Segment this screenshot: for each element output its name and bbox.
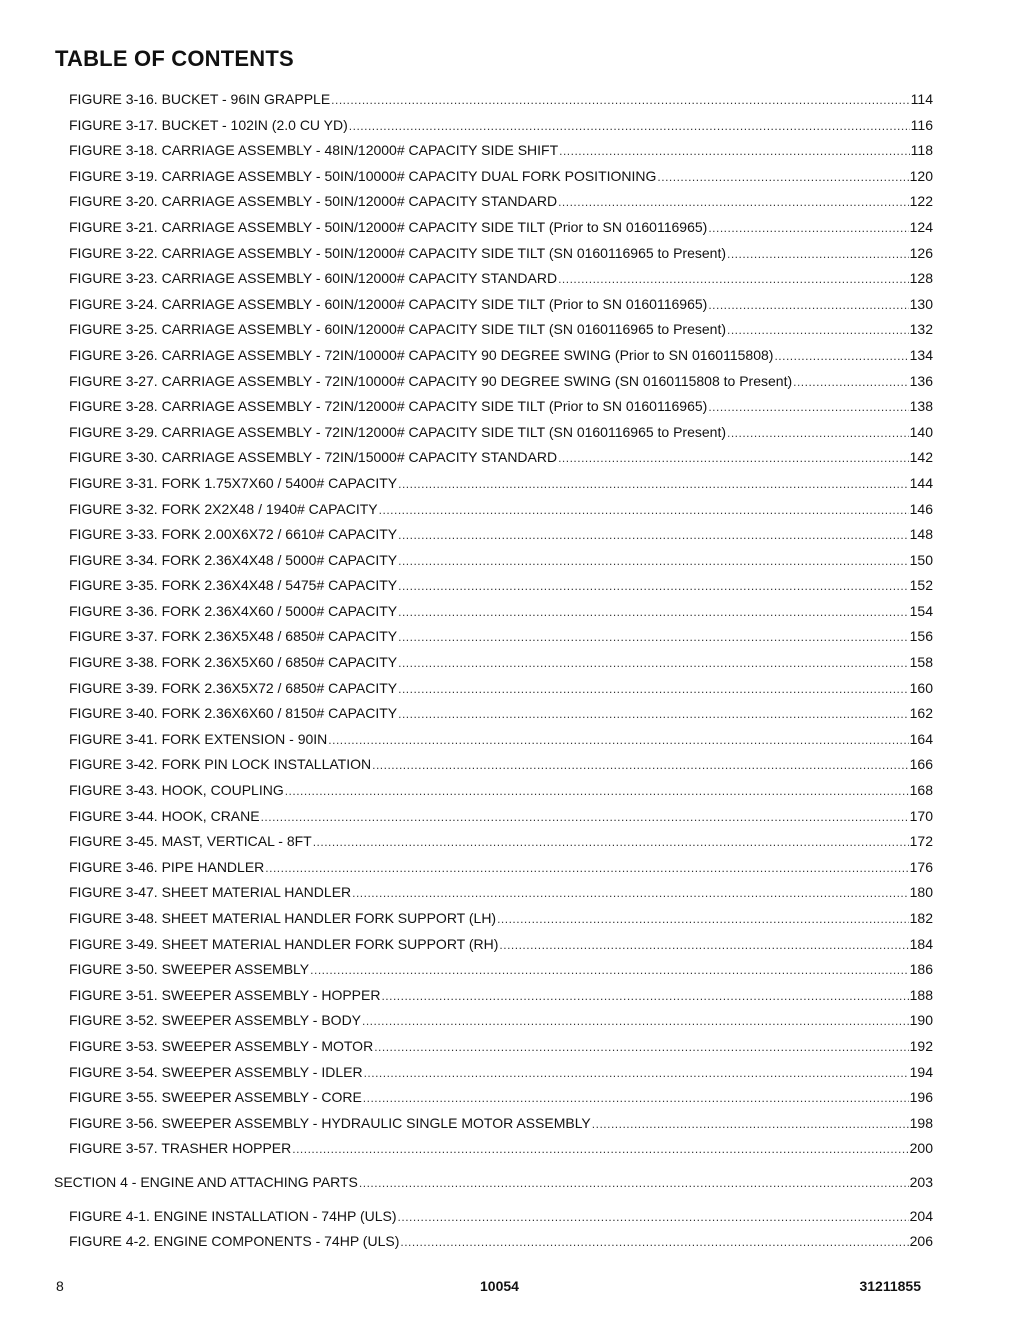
toc-entry[interactable] bbox=[0, 727, 933, 753]
toc-entry-page: 184 bbox=[909, 935, 933, 952]
dot-leader bbox=[363, 1086, 909, 1112]
toc-entry-label: FIGURE 3-56. SWEEPER ASSEMBLY - HYDRAULIC SINGLE MOTOR ASSEMBLY bbox=[69, 1114, 591, 1131]
toc-entry-page: 136 bbox=[909, 372, 933, 389]
dot-leader bbox=[774, 344, 908, 370]
toc-entry[interactable] bbox=[0, 906, 933, 932]
toc-entry-page: 148 bbox=[909, 526, 933, 543]
toc-entry-label: FIGURE 3-28. CARRIAGE ASSEMBLY - 72IN/12000# CAPACITY SIDE TILT (Prior to SN 0160116965) bbox=[69, 398, 708, 415]
toc-entry-label: FIGURE 3-17. BUCKET - 102IN (2.0 CU YD) bbox=[69, 116, 348, 133]
dot-leader bbox=[793, 370, 909, 396]
toc-entry-label: FIGURE 3-39. FORK 2.36X5X72 / 6850# CAPACITY bbox=[69, 679, 398, 696]
toc-entry-page: 200 bbox=[909, 1140, 933, 1157]
dot-leader bbox=[349, 114, 910, 140]
toc-entry-page: 116 bbox=[910, 116, 933, 133]
dot-leader bbox=[398, 600, 909, 626]
toc-entry-label: FIGURE 3-51. SWEEPER ASSEMBLY - HOPPER bbox=[69, 986, 381, 1003]
toc-entry-page: 168 bbox=[909, 782, 933, 799]
toc-entry[interactable] bbox=[0, 650, 933, 676]
toc-entry-label: FIGURE 3-52. SWEEPER ASSEMBLY - BODY bbox=[69, 1012, 362, 1029]
toc-entry-label: FIGURE 3-23. CARRIAGE ASSEMBLY - 60IN/12000# CAPACITY STANDARD bbox=[69, 270, 558, 287]
toc-entry-page: 176 bbox=[909, 858, 933, 875]
toc-entry-label: FIGURE 3-22. CARRIAGE ASSEMBLY - 50IN/12000# CAPACITY SIDE TILT (SN 0160116965 to Present) bbox=[69, 244, 727, 261]
toc-entry-page: 170 bbox=[909, 807, 933, 824]
dot-leader bbox=[558, 267, 909, 293]
toc-entry-label: FIGURE 3-46. PIPE HANDLER bbox=[69, 858, 265, 875]
dot-leader bbox=[261, 805, 909, 831]
dot-leader bbox=[398, 625, 909, 651]
toc-entry-page: 204 bbox=[909, 1207, 933, 1224]
toc-entry-label: FIGURE 3-21. CARRIAGE ASSEMBLY - 50IN/12000# CAPACITY SIDE TILT (Prior to SN 0160116965) bbox=[69, 218, 708, 235]
toc-entry-label: FIGURE 3-29. CARRIAGE ASSEMBLY - 72IN/12000# CAPACITY SIDE TILT (SN 0160116965 to Present) bbox=[69, 423, 727, 440]
dot-leader bbox=[362, 1009, 909, 1035]
dot-leader bbox=[379, 498, 909, 524]
toc-entry-label: FIGURE 3-57. TRASHER HOPPER bbox=[69, 1140, 292, 1157]
toc-entry-label: FIGURE 3-25. CARRIAGE ASSEMBLY - 60IN/12000# CAPACITY SIDE TILT (SN 0160116965 to Present) bbox=[69, 321, 727, 338]
section-figure-list bbox=[0, 1204, 1024, 1255]
toc-entry-label: FIGURE 3-31. FORK 1.75X7X60 / 5400# CAPACITY bbox=[69, 474, 398, 491]
toc-entry-page: 164 bbox=[909, 730, 933, 747]
toc-entry[interactable] bbox=[0, 1085, 933, 1111]
toc-entry[interactable] bbox=[0, 445, 933, 471]
footer-center-code: 10054 bbox=[480, 1278, 519, 1294]
dot-leader bbox=[398, 677, 909, 703]
dot-leader bbox=[592, 1112, 909, 1138]
toc-entry-label: FIGURE 3-42. FORK PIN LOCK INSTALLATION bbox=[69, 756, 372, 773]
dot-leader bbox=[398, 472, 909, 498]
toc-entry[interactable] bbox=[0, 189, 933, 215]
dot-leader bbox=[727, 421, 909, 447]
toc-entry-label: FIGURE 3-54. SWEEPER ASSEMBLY - IDLER bbox=[69, 1063, 363, 1080]
toc-entry-label: FIGURE 3-53. SWEEPER ASSEMBLY - MOTOR bbox=[69, 1037, 374, 1054]
toc-entry[interactable] bbox=[0, 164, 933, 190]
toc-entry-label: FIGURE 3-44. HOOK, CRANE bbox=[69, 807, 260, 824]
toc-entry[interactable] bbox=[0, 548, 933, 574]
toc-entry[interactable] bbox=[0, 1008, 933, 1034]
dot-leader bbox=[398, 523, 909, 549]
page-title: TABLE OF CONTENTS bbox=[55, 46, 294, 71]
dot-leader bbox=[331, 88, 910, 114]
toc-entry[interactable] bbox=[0, 138, 933, 164]
toc-entry-label: FIGURE 3-36. FORK 2.36X4X60 / 5000# CAPACITY bbox=[69, 602, 398, 619]
dot-leader bbox=[359, 1171, 909, 1197]
toc-entry-page: 120 bbox=[909, 167, 933, 184]
toc-entry[interactable] bbox=[0, 343, 933, 369]
figure-list bbox=[0, 87, 1024, 1162]
toc-entry-page: 118 bbox=[910, 142, 933, 159]
toc-section-entry[interactable] bbox=[0, 1170, 933, 1196]
dot-leader bbox=[708, 293, 908, 319]
toc-entry-label: FIGURE 3-26. CARRIAGE ASSEMBLY - 72IN/10000# CAPACITY 90 DEGREE SWING (Prior to SN 0160115808) bbox=[69, 346, 774, 363]
toc-entry-label: FIGURE 3-50. SWEEPER ASSEMBLY bbox=[69, 961, 310, 978]
toc-entry[interactable] bbox=[0, 420, 933, 446]
dot-leader bbox=[657, 165, 908, 191]
toc-entry-page: 114 bbox=[910, 91, 933, 107]
toc-entry-label: FIGURE 3-48. SHEET MATERIAL HANDLER FORK SUPPORT (LH) bbox=[69, 910, 497, 926]
toc-entry[interactable] bbox=[0, 1034, 933, 1060]
toc-entry-label: FIGURE 3-55. SWEEPER ASSEMBLY - CORE bbox=[69, 1089, 362, 1106]
toc-entry-label: FIGURE 3-27. CARRIAGE ASSEMBLY - 72IN/10000# CAPACITY 90 DEGREE SWING (SN 0160115808 to Present) bbox=[69, 372, 793, 389]
dot-leader bbox=[398, 574, 909, 600]
toc-entry-label: FIGURE 3-38. FORK 2.36X5X60 / 6850# CAPACITY bbox=[69, 654, 398, 671]
toc-entry[interactable] bbox=[0, 855, 933, 881]
toc-entry-page: 138 bbox=[909, 398, 933, 415]
toc-entry-label: FIGURE 3-30. CARRIAGE ASSEMBLY - 72IN/15000# CAPACITY STANDARD bbox=[69, 449, 558, 466]
toc-entry[interactable] bbox=[0, 983, 933, 1009]
toc-entry-page: 206 bbox=[909, 1233, 933, 1250]
toc-entry-label: FIGURE 3-32. FORK 2X2X48 / 1940# CAPACITY bbox=[69, 500, 378, 517]
toc-entry-page: 162 bbox=[909, 705, 933, 722]
dot-leader bbox=[727, 242, 909, 268]
toc-entry[interactable] bbox=[0, 292, 933, 318]
toc-entry-page: 156 bbox=[909, 628, 933, 645]
toc-entry-page: 182 bbox=[909, 910, 933, 926]
toc-entry[interactable] bbox=[0, 701, 933, 727]
toc-entry[interactable] bbox=[0, 317, 933, 343]
toc-entry[interactable] bbox=[0, 1229, 933, 1255]
toc-entry[interactable] bbox=[0, 752, 933, 778]
footer-doc-number: 31211855 bbox=[859, 1278, 921, 1294]
toc-entry-page: 166 bbox=[909, 756, 933, 773]
toc-entry[interactable] bbox=[0, 1111, 933, 1137]
toc-entry-label: FIGURE 3-41. FORK EXTENSION - 90IN bbox=[69, 730, 328, 747]
toc-entry[interactable] bbox=[0, 241, 933, 267]
toc-entry-page: 146 bbox=[909, 500, 933, 517]
dot-leader bbox=[559, 139, 910, 165]
toc-entry[interactable] bbox=[0, 676, 933, 702]
toc-entry-page: 126 bbox=[909, 244, 933, 261]
toc-entry[interactable] bbox=[0, 266, 933, 292]
toc-entry[interactable] bbox=[0, 1060, 933, 1086]
dot-leader bbox=[292, 1137, 908, 1163]
toc-entry-label: FIGURE 3-34. FORK 2.36X4X48 / 5000# CAPACITY bbox=[69, 551, 398, 568]
table-of-contents bbox=[0, 87, 1024, 1255]
toc-entry-label: FIGURE 3-35. FORK 2.36X4X48 / 5475# CAPACITY bbox=[69, 577, 398, 594]
footer-page-number: 8 bbox=[56, 1278, 64, 1294]
toc-entry-label: FIGURE 3-16. BUCKET - 96IN GRAPPLE bbox=[69, 91, 331, 107]
toc-entry-page: 160 bbox=[909, 679, 933, 696]
toc-entry-label: FIGURE 4-2. ENGINE COMPONENTS - 74HP (ULS) bbox=[69, 1233, 400, 1250]
toc-entry-label: FIGURE 3-43. HOOK, COUPLING bbox=[69, 782, 284, 799]
toc-section-label: SECTION 4 - ENGINE AND ATTACHING PARTS bbox=[54, 1173, 358, 1190]
dot-leader bbox=[497, 907, 909, 933]
dot-leader bbox=[708, 395, 908, 421]
toc-entry[interactable] bbox=[0, 369, 933, 395]
toc-entry[interactable] bbox=[0, 113, 933, 139]
toc-entry[interactable] bbox=[0, 829, 933, 855]
toc-entry-page: 154 bbox=[909, 602, 933, 619]
toc-entry-label: FIGURE 3-45. MAST, VERTICAL - 8FT bbox=[69, 833, 312, 850]
toc-entry[interactable] bbox=[0, 804, 933, 830]
toc-entry[interactable] bbox=[0, 573, 933, 599]
toc-entry-label: FIGURE 3-19. CARRIAGE ASSEMBLY - 50IN/10000# CAPACITY DUAL FORK POSITIONING bbox=[69, 167, 657, 184]
dot-leader bbox=[558, 190, 909, 216]
toc-entry-page: 152 bbox=[909, 577, 933, 594]
dot-leader bbox=[372, 753, 909, 779]
toc-entry-page: 196 bbox=[909, 1089, 933, 1106]
toc-entry-page: 186 bbox=[909, 961, 933, 978]
toc-entry[interactable] bbox=[0, 1136, 933, 1162]
dot-leader bbox=[374, 1035, 908, 1061]
dot-leader bbox=[364, 1061, 909, 1087]
toc-entry-page: 188 bbox=[909, 986, 933, 1003]
toc-entry-page: 158 bbox=[909, 654, 933, 671]
dot-leader bbox=[352, 881, 909, 907]
toc-entry-label: FIGURE 3-33. FORK 2.00X6X72 / 6610# CAPACITY bbox=[69, 526, 398, 543]
toc-entry-page: 124 bbox=[909, 218, 933, 235]
dot-leader bbox=[313, 830, 909, 856]
toc-entry-page: 180 bbox=[909, 884, 933, 901]
toc-entry[interactable] bbox=[0, 87, 933, 113]
toc-entry-label: FIGURE 3-37. FORK 2.36X5X48 / 6850# CAPACITY bbox=[69, 628, 398, 645]
dot-leader bbox=[265, 856, 908, 882]
dot-leader bbox=[727, 318, 909, 344]
dot-leader bbox=[310, 958, 908, 984]
dot-leader bbox=[398, 549, 909, 575]
toc-entry-page: 134 bbox=[909, 346, 933, 363]
toc-entry[interactable] bbox=[0, 471, 933, 497]
dot-leader bbox=[499, 933, 908, 959]
toc-entry-label: FIGURE 3-18. CARRIAGE ASSEMBLY - 48IN/12000# CAPACITY SIDE SHIFT bbox=[69, 142, 559, 159]
toc-entry-label: FIGURE 3-20. CARRIAGE ASSEMBLY - 50IN/12000# CAPACITY STANDARD bbox=[69, 193, 558, 210]
toc-entry-page: 132 bbox=[909, 321, 933, 338]
toc-entry[interactable] bbox=[0, 522, 933, 548]
toc-entry-page: 198 bbox=[909, 1114, 933, 1131]
toc-entry-page: 190 bbox=[909, 1012, 933, 1029]
toc-entry[interactable] bbox=[0, 394, 933, 420]
toc-entry-label: FIGURE 3-40. FORK 2.36X6X60 / 8150# CAPACITY bbox=[69, 705, 398, 722]
toc-section-page: 203 bbox=[909, 1173, 933, 1190]
toc-entry[interactable] bbox=[0, 624, 933, 650]
dot-leader bbox=[398, 1205, 909, 1231]
toc-entry-page: 128 bbox=[909, 270, 933, 287]
toc-entry[interactable] bbox=[0, 1204, 933, 1230]
toc-entry-label: FIGURE 3-24. CARRIAGE ASSEMBLY - 60IN/12000# CAPACITY SIDE TILT (Prior to SN 0160116965) bbox=[69, 295, 708, 312]
toc-entry-page: 140 bbox=[909, 423, 933, 440]
toc-entry-label: FIGURE 3-47. SHEET MATERIAL HANDLER bbox=[69, 884, 352, 901]
toc-entry[interactable] bbox=[0, 215, 933, 241]
toc-entry-page: 144 bbox=[909, 474, 933, 491]
dot-leader bbox=[381, 984, 908, 1010]
toc-entry-page: 192 bbox=[909, 1037, 933, 1054]
toc-entry[interactable] bbox=[0, 957, 933, 983]
toc-entry-page: 150 bbox=[909, 551, 933, 568]
dot-leader bbox=[708, 216, 908, 242]
toc-entry[interactable] bbox=[0, 497, 933, 523]
toc-entry[interactable] bbox=[0, 932, 933, 958]
toc-entry-page: 142 bbox=[909, 449, 933, 466]
page-footer bbox=[0, 1278, 1024, 1298]
dot-leader bbox=[398, 651, 909, 677]
dot-leader bbox=[285, 779, 909, 805]
dot-leader bbox=[400, 1230, 908, 1256]
toc-entry[interactable] bbox=[0, 880, 933, 906]
toc-entry-label: FIGURE 4-1. ENGINE INSTALLATION - 74HP (ULS) bbox=[69, 1207, 397, 1224]
toc-entry-page: 130 bbox=[909, 295, 933, 312]
toc-entry-page: 194 bbox=[909, 1063, 933, 1080]
toc-entry-page: 172 bbox=[909, 833, 933, 850]
toc-entry-label: FIGURE 3-49. SHEET MATERIAL HANDLER FORK SUPPORT (RH) bbox=[69, 935, 499, 952]
toc-entry[interactable] bbox=[0, 778, 933, 804]
toc-entry[interactable] bbox=[0, 599, 933, 625]
dot-leader bbox=[558, 446, 909, 472]
dot-leader bbox=[328, 728, 908, 754]
dot-leader bbox=[398, 702, 909, 728]
toc-entry-page: 122 bbox=[909, 193, 933, 210]
